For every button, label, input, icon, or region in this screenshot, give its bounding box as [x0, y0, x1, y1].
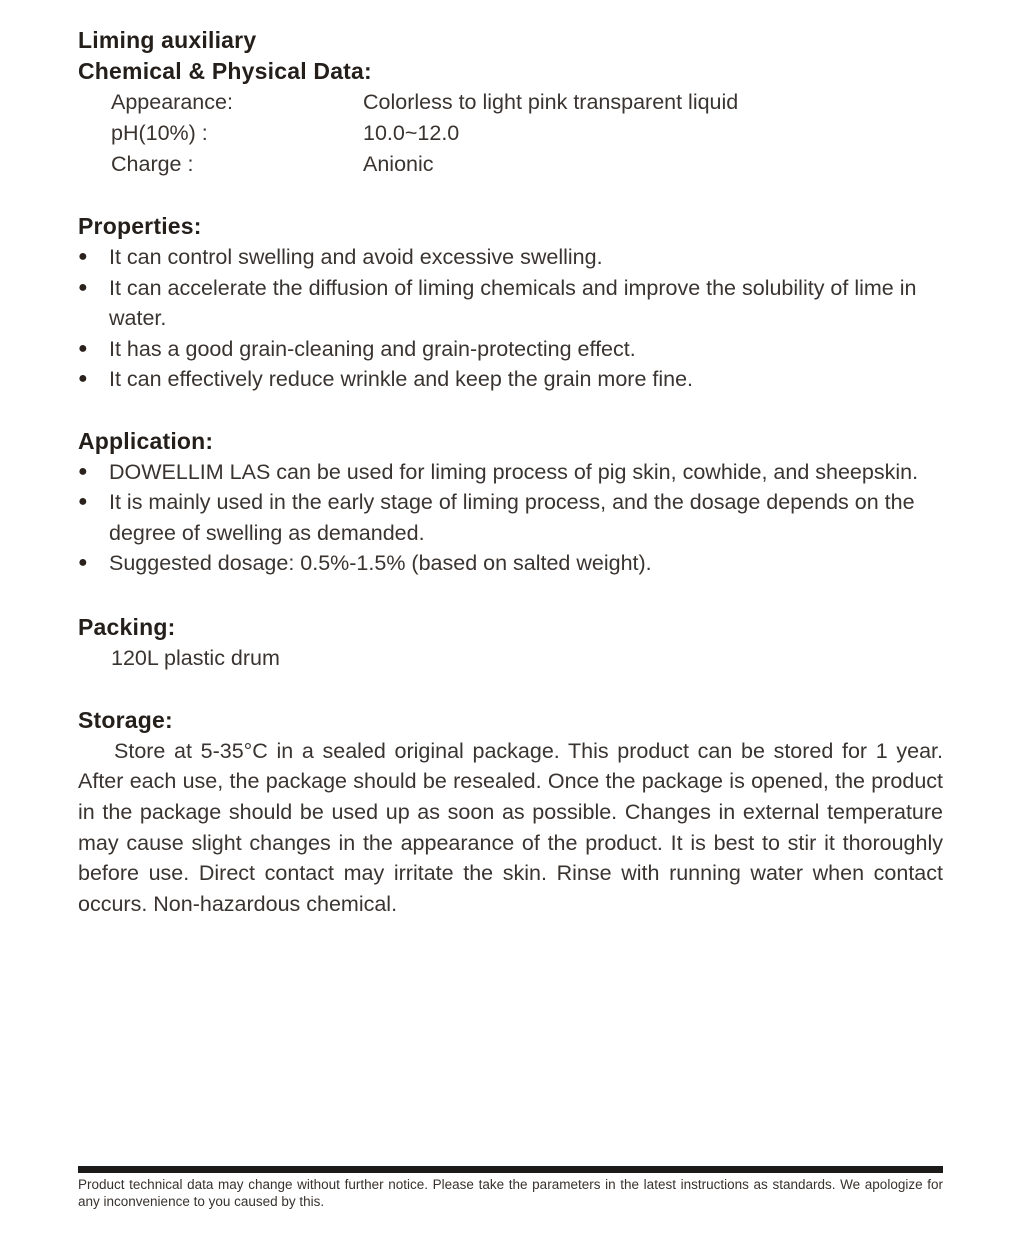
properties-list: [78, 242, 943, 395]
bullet-icon: ●: [78, 493, 88, 510]
section-application: [78, 426, 943, 579]
list-item: [78, 548, 943, 579]
storage-paragraph: Store at 5-35°C in a sealed original package. This product can be stored for 1 year. After each use, the package should be resealed. Once the package is opened, the product in the package should be used up as soon as possible. Changes in external temperature may cause slight changes in the appearance of the product. It is best to stir it thoroughly before use. Direct contact may irritate the skin. Rinse with running water when contact occurs. Non-hazardous chemical.: [78, 738, 943, 917]
charge-value: Anionic: [363, 152, 434, 176]
list-item-text: DOWELLIM LAS can be used for liming process of pig skin, cowhide, and sheepskin.: [109, 459, 919, 484]
packing-heading: Packing:: [78, 613, 176, 640]
list-item-text: It can control swelling and avoid excessive swelling.: [109, 245, 603, 269]
properties-heading: Properties:: [78, 213, 202, 239]
list-item-text: It is mainly used in the early stage of liming process, and the dosage depends on the degree of swelling as demanded.: [109, 490, 915, 545]
bullet-icon: ●: [78, 248, 88, 265]
chemical-data-rows: [111, 87, 943, 180]
packing-value: 120L plastic drum: [111, 645, 280, 670]
list-item: [78, 364, 943, 395]
section-chemical-physical-data: [78, 56, 943, 180]
bullet-icon: ●: [78, 278, 88, 296]
bullet-icon: ●: [78, 554, 88, 571]
data-row-appearance: [111, 87, 943, 118]
storage-heading: Storage:: [78, 706, 173, 733]
bullet-icon: ●: [78, 339, 88, 357]
charge-label: Charge :: [111, 152, 194, 176]
application-heading: Application:: [78, 427, 214, 454]
list-item-text: It can effectively reduce wrinkle and keep the grain more fine.: [109, 367, 694, 391]
list-item: [78, 457, 943, 488]
data-row-charge: [111, 149, 943, 180]
chemical-data-heading: Chemical & Physical Data:: [78, 58, 372, 84]
product-title: Liming auxiliary: [78, 27, 257, 53]
ph-value: 10.0~12.0: [363, 121, 460, 145]
appearance-value: Colorless to light pink transparent liquid: [363, 90, 739, 114]
ph-label: pH(10%) :: [111, 121, 208, 145]
data-row-ph: [111, 118, 943, 149]
appearance-label: Appearance:: [111, 90, 233, 114]
list-item: [78, 273, 943, 334]
section-packing: [78, 612, 943, 674]
list-item: [78, 334, 943, 365]
list-item: [78, 242, 943, 273]
section-storage: [78, 705, 943, 920]
section-properties: [78, 211, 943, 395]
page-footer: [78, 1166, 943, 1210]
bullet-icon: ●: [78, 370, 88, 387]
footer-disclaimer: Product technical data may change without further notice. Please take the parameters in the latest instructions as standards. We apologize for any inconvenience to you caused by this.: [78, 1177, 943, 1209]
list-item: [78, 487, 943, 548]
application-list: [78, 457, 943, 579]
list-item-text: It can accelerate the diffusion of liming chemicals and improve the solubility of lime in water.: [109, 275, 917, 330]
bullet-icon: ●: [78, 462, 88, 480]
list-item-text: Suggested dosage: 0.5%-1.5% (based on salted weight).: [109, 551, 652, 575]
footer-divider: [78, 1166, 943, 1173]
list-item-text: It has a good grain-cleaning and grain-protecting effect.: [109, 336, 636, 361]
